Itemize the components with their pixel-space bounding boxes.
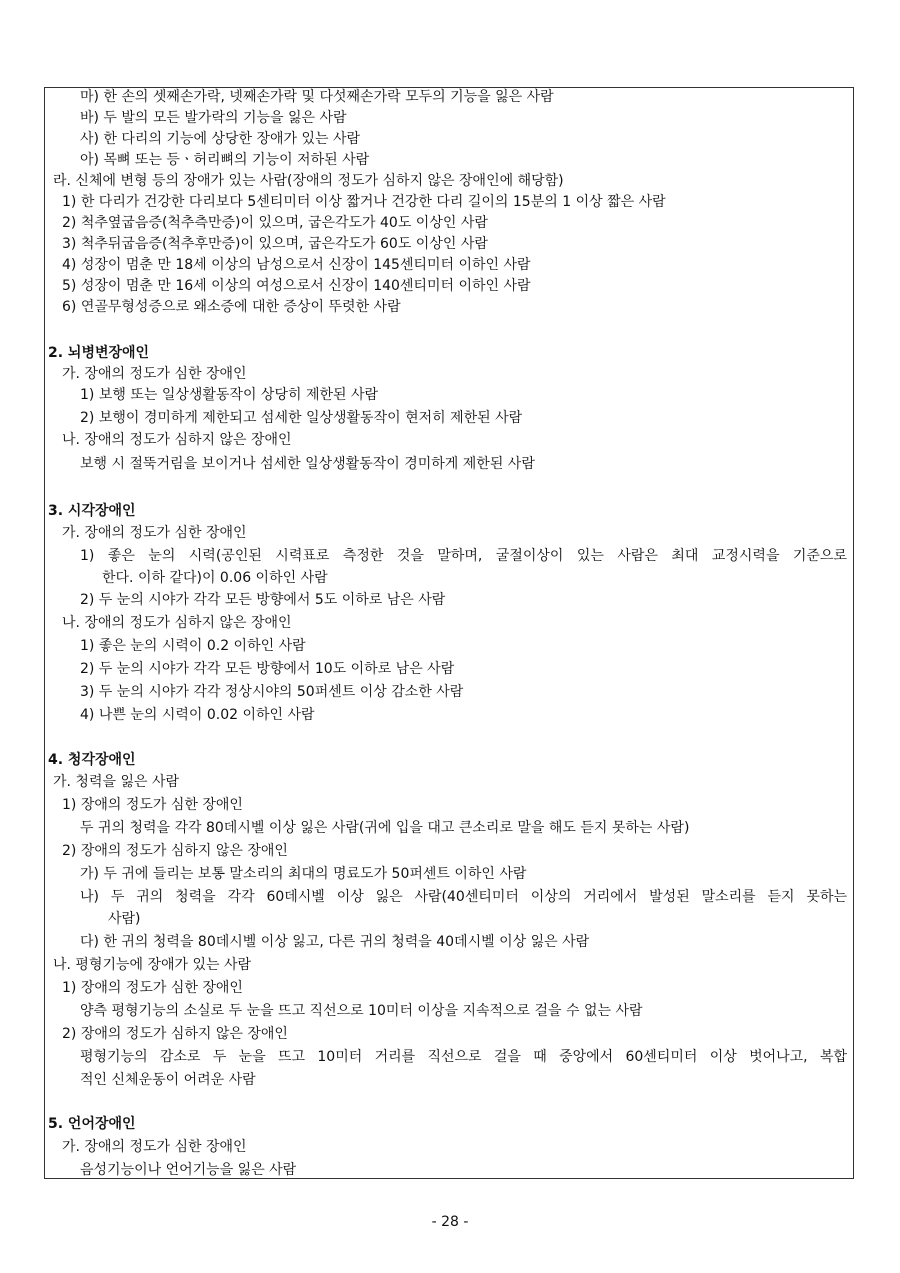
text-line: 가. 장애의 정도가 심한 장애인 (62, 366, 247, 382)
text-line: 다) 한 귀의 청력을 80데시벨 이상 잃고, 다른 귀의 청력을 40데시벨 이상 잃은 사람 (80, 934, 590, 950)
text-line: 4) 나쁜 눈의 시력이 0.02 이하인 사람 (80, 707, 315, 723)
text-line: 보행 시 절뚝거림을 보이거나 섬세한 일상생활동작이 경미하게 제한된 사람 (80, 456, 535, 472)
text-line: 1) 좋은 눈의 시력이 0.2 이하인 사람 (80, 638, 306, 654)
section-heading: 4. 청각장애인 (48, 752, 136, 768)
section-heading: 5. 언어장애인 (48, 1116, 136, 1132)
section-heading: 3. 시각장애인 (48, 503, 136, 519)
text-line: 나. 평형기능에 장애가 있는 사람 (53, 957, 252, 973)
text-line: 2) 두 눈의 시야가 각각 모든 방향에서 10도 이하로 남은 사람 (80, 661, 455, 677)
text-line: 2) 장애의 정도가 심하지 않은 장애인 (62, 1026, 288, 1042)
text-line: 나. 장애의 정도가 심하지 않은 장애인 (62, 615, 292, 631)
text-line: 마) 한 손의 셋째손가락, 넷째손가락 및 다섯째손가락 모두의 기능을 잃은 사람 (80, 89, 554, 105)
text-line: 2) 장애의 정도가 심하지 않은 장애인 (62, 843, 288, 859)
text-line: 가) 두 귀에 들리는 보통 말소리의 최대의 명료도가 50퍼센트 이하인 사람 (80, 866, 527, 882)
content-frame (44, 87, 854, 1179)
text-line: 나) 두 귀의 청력을 각각 60데시벨 이상 잃은 사람(40센티미터 이상의 거리에서 발성된 말소리를 듣지 못하는 (80, 889, 847, 905)
text-line: 3) 척추뒤굽음증(척추후만증)이 있으며, 굽은각도가 60도 이상인 사람 (62, 236, 488, 252)
text-line: 사) 한 다리의 기능에 상당한 장애가 있는 사람 (80, 131, 361, 147)
text-line: 적인 신체운동이 어려운 사람 (80, 1072, 256, 1088)
text-line: 1) 장애의 정도가 심한 장애인 (62, 980, 243, 996)
text-line: 가. 장애의 정도가 심한 장애인 (62, 525, 247, 541)
text-line: 사람) (108, 911, 141, 927)
text-line: 바) 두 발의 모든 발가락의 기능을 잃은 사람 (80, 110, 347, 126)
text-line: 나. 장애의 정도가 심하지 않은 장애인 (62, 432, 292, 448)
text-line: 3) 두 눈의 시야가 각각 정상시야의 50퍼센트 이상 감소한 사람 (80, 684, 464, 700)
section-heading: 2. 뇌병변장애인 (48, 345, 150, 361)
text-line: 1) 보행 또는 일상생활동작이 상당히 제한된 사람 (80, 387, 379, 403)
text-line: 6) 연골무형성증으로 왜소증에 대한 증상이 뚜렷한 사람 (62, 299, 401, 315)
text-line: 2) 척추옆굽음증(척추측만증)이 있으며, 굽은각도가 40도 이상인 사람 (62, 215, 488, 231)
text-line: 아) 목뼈 또는 등ㆍ허리뼈의 기능이 저하된 사람 (80, 152, 370, 168)
text-line: 가. 청력을 잃은 사람 (53, 774, 179, 790)
text-line: 두 귀의 청력을 각각 80데시벨 이상 잃은 사람(귀에 입을 대고 큰소리로 말을 해도 듣지 못하는 사람) (80, 820, 690, 836)
text-line: 2) 두 눈의 시야가 각각 모든 방향에서 5도 이하로 남은 사람 (80, 592, 446, 608)
text-line: 가. 장애의 정도가 심한 장애인 (62, 1139, 247, 1155)
text-line: 1) 장애의 정도가 심한 장애인 (62, 797, 243, 813)
text-line: 4) 성장이 멈춘 만 18세 이상의 남성으로서 신장이 145센티미터 이하인 사람 (62, 257, 531, 273)
text-line: 평형기능의 감소로 두 눈을 뜨고 10미터 거리를 직선으로 걸을 때 중앙에서 60센티미터 이상 벗어나고, 복합 (80, 1049, 847, 1065)
text-line: 한다. 이하 같다)이 0.06 이하인 사람 (102, 570, 328, 586)
text-line: 1) 한 다리가 건강한 다리보다 5센티미터 이상 짧거나 건강한 다리 길이의 15분의 1 이상 짧은 사람 (62, 194, 666, 210)
text-line: 1) 좋은 눈의 시력(공인된 시력표로 측정한 것을 말하며, 굴절이상이 있는 사람은 최대 교정시력을 기준으로 (80, 548, 847, 564)
text-line: 라. 신체에 변형 등의 장애가 있는 사람(장애의 정도가 심하지 않은 장애인에 해당함) (53, 173, 564, 189)
page-number: - 28 - (431, 1214, 469, 1230)
text-line: 2) 보행이 경미하게 제한되고 섬세한 일상생활동작이 현저히 제한된 사람 (80, 410, 523, 426)
text-line: 5) 성장이 멈춘 만 16세 이상의 여성으로서 신장이 140센티미터 이하인 사람 (62, 278, 531, 294)
text-line: 양측 평형기능의 소실로 두 눈을 뜨고 직선으로 10미터 이상을 지속적으로 걸을 수 없는 사람 (80, 1003, 643, 1019)
text-line: 음성기능이나 언어기능을 잃은 사람 (80, 1162, 297, 1178)
